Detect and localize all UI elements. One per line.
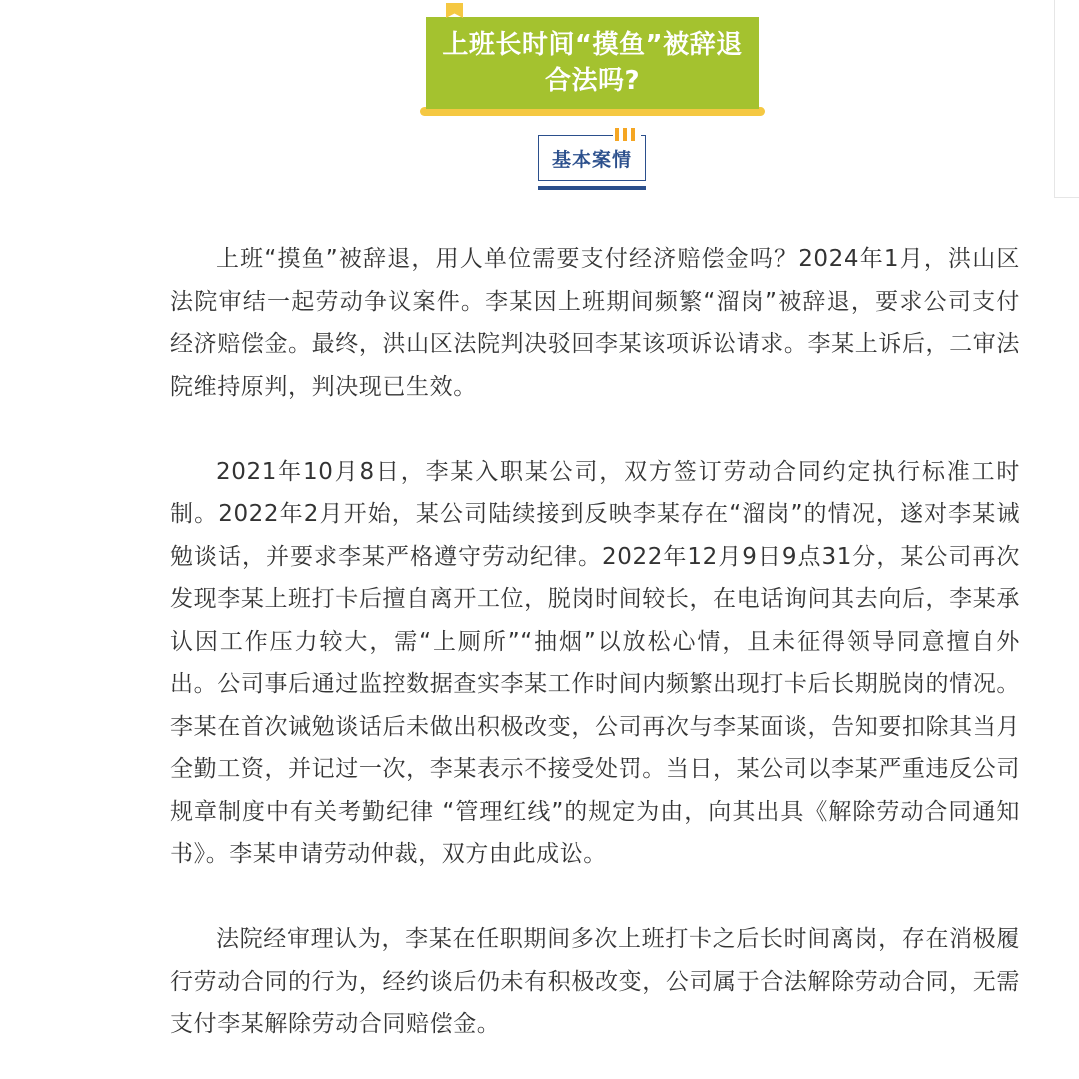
article-paragraph-3: 法院经审理认为，李某在任职期间多次上班打卡之后长时间离岗，存在消极履行劳动合同的行为，经约谈后仍未有积极改变，公司属于合法解除劳动合同，无需支付李某解除劳动合同赔偿金。 [170, 926, 1020, 1037]
bookmark-tab-icon [446, 3, 463, 18]
deco-bar [623, 128, 627, 141]
title-banner [420, 3, 765, 117]
article-body [170, 238, 1020, 1046]
right-edge-divider [1054, 0, 1055, 198]
right-edge-divider-cap [1054, 197, 1079, 198]
title-line-1: 上班长时间“摸鱼”被辞退 [442, 30, 743, 60]
section-heading [538, 135, 646, 181]
section-underline [538, 186, 646, 190]
title-line-2: 合法吗? [544, 66, 641, 96]
deco-bar [631, 128, 635, 141]
section-heading-label: 基本案情 [551, 148, 632, 171]
article-paragraph-1: 上班“摸鱼”被辞退，用人单位需要支付经济赔偿金吗？2024年1月，洪山区法院审结一起劳动争议案件。李某因上班期间频繁“溜岗”被辞退，要求公司支付经济赔偿金。最终，洪山区法院判决驳回李某该项诉讼请求。李某上诉后，二审法院维持原判，判决现已生效。 [170, 246, 1020, 400]
article-paragraph-2: 2021年10月8日，李某入职某公司，双方签订劳动合同约定执行标准工时制。2022年2月开始，某公司陆续接到反映李某存在“溜岗”的情况，遂对李某诫勉谈话，并要求李某严格遵守劳动纪律。2022年12月9日9点31分，某公司再次发现李某上班打卡后擅自离开工位，脱岗时间较长，在电话询问其去向后，李某承认因工作压力较大，需“上厕所”“抽烟”以放松心情，且未征得领导同意擅自外出。公司事后通过监控数据查实李某工作时间内频繁出现打卡后长期脱岗的情况。李某在首次诫勉谈话后未做出积极改变，公司再次与李某面谈，告知要扣除其当月全勤工资，并记过一次，李某表示不接受处罚。当日，某公司以李某严重违反公司规章制度中有关考勤纪律 “管理红线”的规定为由，向其出具《解除劳动合同通知书》。李某申请劳动仲裁，双方由此成讼。 [170, 458, 1020, 867]
deco-bar [615, 128, 619, 141]
section-deco-bars-icon [613, 128, 641, 141]
banner-box [426, 17, 759, 109]
